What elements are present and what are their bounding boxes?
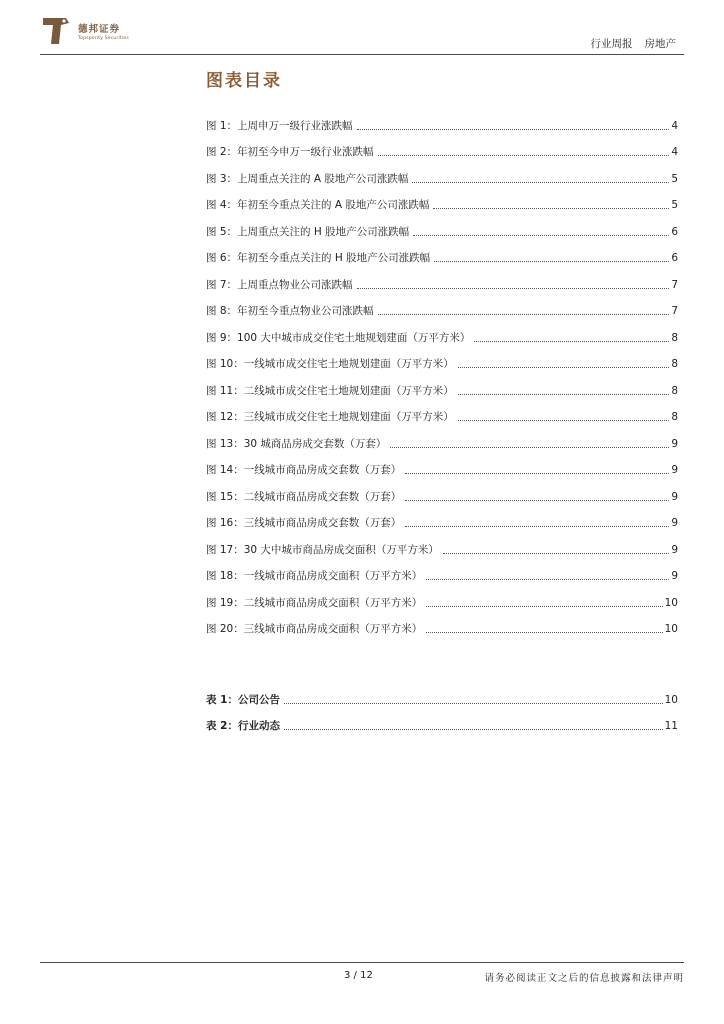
company-logo (40, 14, 129, 48)
toc-leader-dots (458, 394, 670, 395)
toc-entry-label: 图 9：100 大中城市成交住宅土地规划建面（万平方米） (206, 331, 471, 344)
toc-entry-label: 图 17：30 大中城市商品房成交面积（万平方米） (206, 543, 439, 556)
toc-entry-label: 表 1：公司公告 (206, 693, 280, 706)
toc-leader-dots (458, 420, 670, 421)
toc-leader-dots (426, 579, 669, 580)
toc-leader-dots (434, 261, 669, 262)
toc-entry[interactable] (206, 530, 678, 557)
toc-leader-dots (405, 473, 669, 474)
logo-name-cn: 德邦证券 (78, 24, 121, 35)
toc-entry-page: 8 (671, 358, 678, 370)
toc-leader-dots (458, 367, 670, 368)
report-header-tags (591, 36, 677, 51)
toc-entry[interactable] (206, 398, 678, 425)
toc-entry-page: 7 (671, 305, 678, 317)
toc-entry-page: 4 (671, 119, 678, 132)
toc-entry-label: 图 16：三线城市商品房成交套数（万套） (206, 517, 402, 529)
toc-entry-label: 图 11：二线城市成交住宅土地规划建面（万平方米） (206, 384, 454, 397)
header-divider (40, 54, 684, 55)
toc-entry[interactable] (206, 133, 678, 160)
toc-entry[interactable] (206, 371, 678, 398)
toc-entry-page: 8 (671, 384, 678, 397)
toc-entry-label: 图 19：二线城市商品房成交面积（万平方米） (206, 596, 423, 609)
toc-entry-page: 9 (671, 437, 678, 450)
report-type: 行业周报 (590, 38, 633, 50)
toc-entry[interactable] (206, 504, 678, 531)
toc-entry[interactable] (206, 345, 678, 372)
toc-entry[interactable] (206, 707, 678, 734)
toc-leader-dots (426, 632, 662, 633)
toc-entry[interactable] (206, 557, 678, 584)
toc-entry-label: 图 6：年初至今重点关注的 H 股地产公司涨跌幅 (206, 252, 431, 264)
logo-text-block (78, 21, 129, 41)
legal-disclaimer: 请务必阅读正文之后的信息披露和法律声明 (484, 973, 684, 984)
toc-leader-dots (412, 182, 669, 183)
toc-entry[interactable] (206, 610, 678, 637)
toc-entry[interactable] (206, 318, 678, 345)
toc-entry-label: 图 7：上周重点物业公司涨跌幅 (206, 278, 353, 291)
toc-leader-dots (284, 703, 663, 704)
toc-entry-label: 图 4：年初至今重点关注的 A 股地产公司涨跌幅 (206, 199, 430, 211)
toc-title: 图表目录 (206, 71, 282, 91)
toc-entry-page: 6 (671, 252, 678, 264)
toc-entry-label: 表 2：行业动态 (206, 720, 280, 732)
toc-entry-page: 11 (664, 720, 678, 732)
toc-entry-label: 图 13：30 城商品房成交套数（万套） (206, 437, 387, 450)
toc-leader-dots (390, 447, 669, 448)
toc-entry-page: 5 (671, 172, 678, 185)
toc-entry-label: 图 3：上周重点关注的 A 股地产公司涨跌幅 (206, 172, 409, 185)
logo-emblem-icon (40, 14, 72, 48)
toc-entry-page: 9 (671, 570, 678, 582)
toc-entry-label: 图 20：三线城市商品房成交面积（万平方米） (206, 623, 423, 635)
toc-entry-page: 4 (671, 146, 678, 158)
toc-leader-dots (357, 129, 670, 130)
page-number: 3 / 12 (344, 970, 373, 981)
toc-leader-dots (426, 606, 662, 607)
toc-entry-page: 8 (671, 331, 678, 344)
toc-entry-label: 图 10：一线城市成交住宅土地规划建面（万平方米） (206, 358, 454, 370)
toc-entry-page: 6 (671, 225, 678, 238)
toc-entry[interactable] (206, 424, 678, 451)
toc-entry[interactable] (206, 186, 678, 213)
toc-entry-page: 9 (671, 517, 678, 529)
table-toc-list (206, 680, 678, 733)
toc-entry-page: 5 (671, 199, 678, 211)
toc-entry-page: 9 (671, 543, 678, 556)
toc-leader-dots (413, 235, 669, 236)
toc-leader-dots (474, 341, 669, 342)
toc-entry[interactable] (206, 477, 678, 504)
toc-entry-page: 10 (664, 693, 678, 706)
logo-name-en: Topsperity Securities (78, 36, 129, 41)
toc-entry-page: 9 (671, 464, 678, 476)
toc-entry[interactable] (206, 451, 678, 478)
toc-leader-dots (357, 288, 670, 289)
toc-entry[interactable] (206, 292, 678, 319)
sector-name: 房地产 (644, 38, 676, 50)
toc-entry[interactable] (206, 106, 678, 133)
toc-entry-page: 10 (664, 596, 678, 609)
toc-entry-page: 8 (671, 411, 678, 423)
toc-entry-label: 图 18：一线城市商品房成交面积（万平方米） (206, 570, 423, 582)
toc-entry[interactable] (206, 159, 678, 186)
toc-leader-dots (443, 553, 669, 554)
toc-entry[interactable] (206, 680, 678, 707)
toc-entry-label: 图 1：上周申万一级行业涨跌幅 (206, 119, 353, 132)
toc-entry-label: 图 2：年初至今申万一级行业涨跌幅 (206, 146, 374, 158)
toc-entry-page: 10 (664, 623, 678, 635)
toc-entry-label: 图 5：上周重点关注的 H 股地产公司涨跌幅 (206, 225, 410, 238)
toc-entry-label: 图 12：三线城市成交住宅土地规划建面（万平方米） (206, 411, 454, 423)
toc-entry[interactable] (206, 239, 678, 266)
toc-entry-label: 图 8：年初至今重点物业公司涨跌幅 (206, 305, 374, 317)
toc-entry[interactable] (206, 265, 678, 292)
toc-entry-page: 9 (671, 490, 678, 503)
toc-leader-dots (405, 500, 669, 501)
toc-leader-dots (284, 729, 663, 730)
toc-entry[interactable] (206, 212, 678, 239)
toc-entry-label: 图 14：一线城市商品房成交套数（万套） (206, 464, 402, 476)
footer-divider (40, 962, 684, 963)
toc-leader-dots (433, 208, 669, 209)
toc-leader-dots (378, 155, 670, 156)
toc-leader-dots (405, 526, 669, 527)
toc-leader-dots (378, 314, 670, 315)
toc-entry[interactable] (206, 583, 678, 610)
toc-entry-page: 7 (671, 278, 678, 291)
figure-toc-list (206, 106, 678, 636)
toc-entry-label: 图 15：二线城市商品房成交套数（万套） (206, 490, 402, 503)
